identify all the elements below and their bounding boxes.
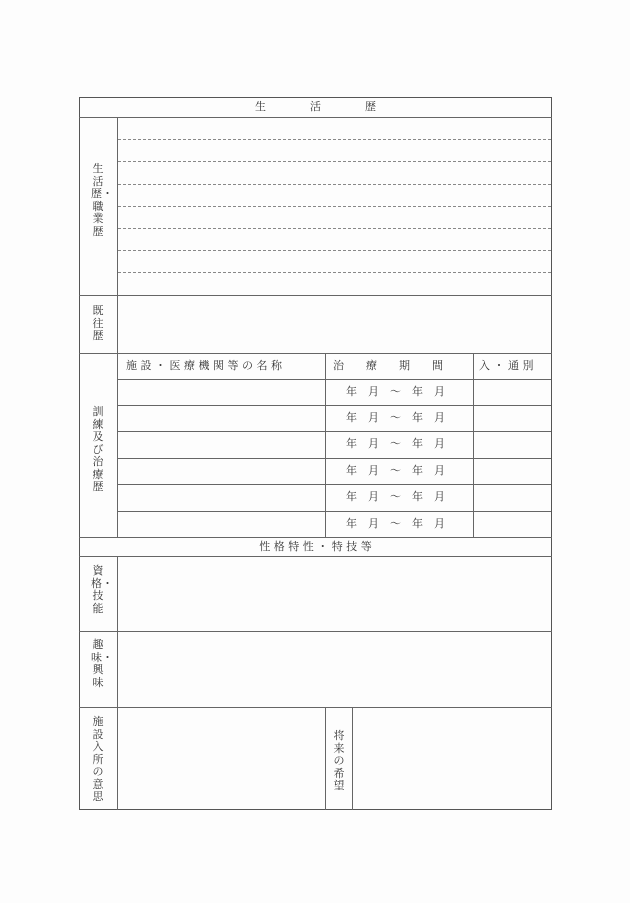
column-header-facility: 施 設 ・ 医 療 機 関 等 の 名 称 bbox=[126, 359, 282, 372]
personality-header: 性 格 特 性 ・ 特 技 等 bbox=[259, 540, 372, 553]
life-history-label: 生活歴・職業歴 bbox=[91, 162, 113, 238]
admission-intent-label: 施設入所の意思 bbox=[92, 715, 104, 803]
form-title: 生 活 歴 bbox=[255, 100, 376, 113]
divider bbox=[118, 484, 551, 485]
divider bbox=[118, 458, 551, 459]
hobbies-label: 趣味・興味 bbox=[91, 638, 113, 689]
column-divider bbox=[325, 353, 326, 537]
medical-history-label: 既往歴 bbox=[92, 304, 104, 342]
qualifications-label: 資格・技能 bbox=[91, 564, 113, 615]
column-divider bbox=[325, 707, 326, 810]
divider bbox=[118, 431, 551, 432]
life-history-field[interactable] bbox=[118, 118, 551, 295]
divider bbox=[118, 379, 551, 380]
divider bbox=[79, 353, 552, 354]
training-label: 訓練及び治療歴 bbox=[92, 405, 104, 493]
period-cell: 年 月 ～ 年 月 bbox=[346, 437, 445, 450]
column-header-period: 治 療 期 間 bbox=[333, 359, 443, 372]
qualifications-field[interactable] bbox=[118, 557, 551, 631]
period-cell: 年 月 ～ 年 月 bbox=[346, 517, 445, 530]
column-divider bbox=[473, 353, 474, 537]
period-cell: 年 月 ～ 年 月 bbox=[346, 464, 445, 477]
column-header-type: 入 ・ 通 別 bbox=[479, 359, 534, 372]
period-cell: 年 月 ～ 年 月 bbox=[346, 490, 445, 503]
period-cell: 年 月 ～ 年 月 bbox=[346, 385, 445, 398]
future-hope-field[interactable] bbox=[353, 708, 551, 809]
medical-history-field[interactable] bbox=[118, 296, 551, 353]
period-cell: 年 月 ～ 年 月 bbox=[346, 411, 445, 424]
hobbies-field[interactable] bbox=[118, 632, 551, 707]
future-hope-label: 将来の希望 bbox=[333, 729, 345, 792]
divider bbox=[118, 405, 551, 406]
divider bbox=[118, 511, 551, 512]
admission-intent-field[interactable] bbox=[118, 708, 325, 809]
divider bbox=[79, 537, 552, 538]
